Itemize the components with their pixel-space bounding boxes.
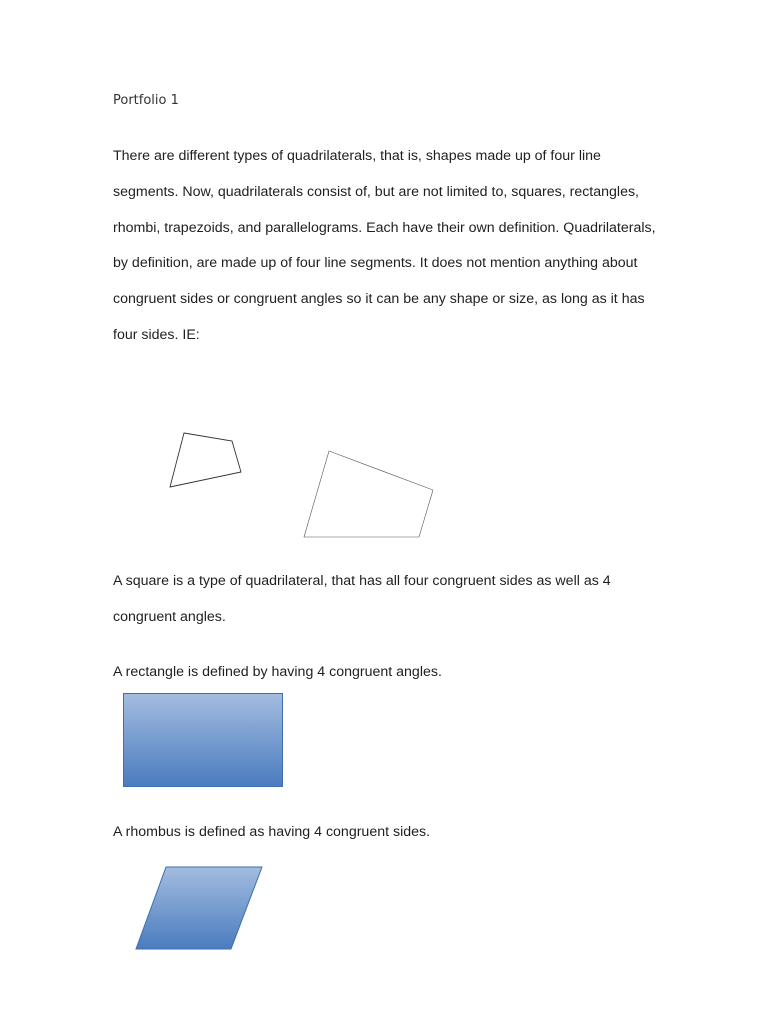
rhombus-shape (136, 867, 262, 949)
small-quadrilateral-outline (170, 433, 241, 487)
rhombus-definition: A rhombus is defined as having 4 congruent sides. (113, 824, 431, 840)
intro-paragraph: There are different types of quadrilaterals, that is, shapes made up of four line segments. Now, quadrilaterals consist of, but are not limited to, squares, rectangles, rhombi, trapezoids, and parallelograms. Each have their own definition. Quadrilaterals, by definition, are made up of four line segments. It does not mention anything about congruent sides or congruent angles so it can be any shape or size, as long as it has four sides. IE: (113, 148, 656, 343)
rectangle-shape (124, 694, 283, 787)
square-definition: A square is a type of quadrilateral, that has all four congruent sides as well as 4 congruent angles. (113, 573, 611, 625)
document-title: Portfolio 1 (113, 93, 179, 108)
large-quadrilateral-outline (304, 451, 433, 537)
rectangle-definition: A rectangle is defined by having 4 congruent angles. (113, 664, 442, 680)
